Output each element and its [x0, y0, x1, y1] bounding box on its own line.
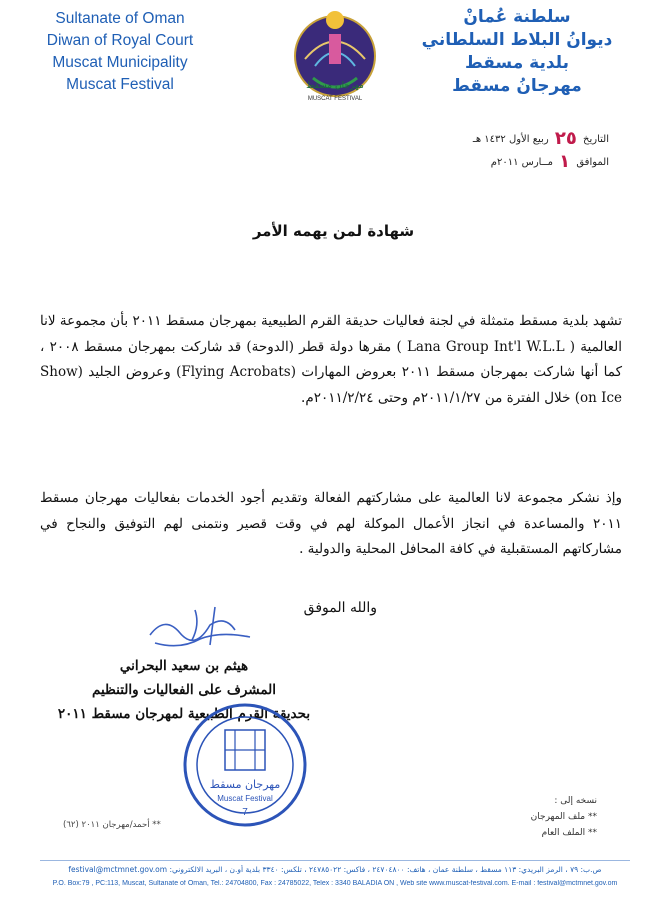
stamp-text-ar: مهرجان مسقط [209, 778, 281, 791]
official-stamp [180, 700, 310, 830]
en-line-2: Diwan of Royal Court [46, 32, 194, 49]
gregorian-day: ١ [559, 151, 571, 172]
document-title: شهادة لمن يهمه الأمر [252, 222, 415, 240]
logo-text-ar: مهرجان مسقط [306, 81, 364, 91]
logo-text-en: MUSCAT FESTIVAL [307, 96, 363, 102]
footer-divider [40, 860, 630, 861]
copy-item-2: ** الملف العام [541, 828, 597, 838]
ar-line-2: ديوانُ البلاط السلطاني [421, 30, 613, 50]
ar-line-1: سلطنة عُمانْ [463, 7, 571, 27]
stamp-number: 7 [242, 807, 248, 818]
stamp-text-en: Muscat Festival [217, 794, 273, 803]
hijri-date-line [349, 128, 609, 151]
footer-arabic: ص.ب: ٧٩ ، الرمز البريدي: ١١٣ مسقط ، سلطنة عمان ، هاتف: ٢٤٧٠٤٨٠٠ ، فاكس: ٢٤٧٨٥٠٢٢ ، تلكس: ٣٣٤٠ بلدية أو.ن ، البريد الالكتروني: festival@mctmnet.gov.om [68, 865, 602, 874]
ar-line-4: مهرجانُ مسقط [452, 76, 582, 96]
hijri-month: ربيع الأول ١٤٣٢ هـ [472, 134, 549, 145]
signatory-name: هيثم بن سعيد البحراني [119, 658, 249, 674]
letterhead-arabic [417, 6, 617, 98]
copies-to [531, 793, 597, 841]
en-line-1: Sultanate of Oman [55, 10, 185, 27]
gregorian-month: مــارس ٢٠١١م [490, 157, 553, 168]
hijri-day: ٢٥ [554, 128, 577, 149]
letterhead-english [40, 8, 200, 96]
copy-item-1: ** ملف المهرجان [530, 812, 597, 822]
body-paragraph-2: وإذ نشكر مجموعة لانا العالمية على مشاركتهم الفعالة وتقديم أجود الخدمات بفعاليات مهرجان مسقط ٢٠١١ والمساعدة في انجاز الأعمال الموكلة لهم في وقت قصير ونتمنى لهم التوفيق والنجاح في مشاركاتهم المستقبلية في كافة المحافل المحلية والدولية . [40, 490, 622, 557]
copies-label: نسخه إلى : [554, 796, 597, 806]
corresponding-label: الموافق [576, 157, 609, 168]
signatory-organization: بحديقة القرم الطبيعية لمهرجان مسقط ٢٠١١ [57, 706, 311, 722]
body-paragraph-1: تشهد بلدية مسقط متمثلة في لجنة فعاليات حديقة القرم الطبيعية بمهرجان مسقط ٢٠١١ بأن مجموعة لانا العالمية ( Lana Group Int'l W.L.L ) مقرها دولة قطر (الدوحة) قد شاركت بمهرجان مسقط ٢٠٠٨ ، كما أنها شاركت بمهرجان مسقط ٢٠١١ بعروض المهارات (Flying Acrobats) وعروض الجليد (Show on Ice) خلال الفترة من ٢٠١١/١/٢٧م وحتى ٢٠١١/٢/٢٤م. [40, 313, 623, 406]
en-line-4: Muscat Festival [66, 76, 174, 93]
en-line-3: Muscat Municipality [52, 54, 188, 71]
closing-phrase: والله الموفق [303, 600, 377, 616]
festival-logo [285, 4, 385, 106]
gregorian-date-line [349, 151, 609, 174]
ar-line-3: بلدية مسقط [464, 53, 570, 73]
reference-note: ** أحمد/مهرجان ٢٠١١ (٦٢) [63, 820, 161, 830]
date-label: التاريخ [583, 134, 609, 145]
date-block [349, 128, 609, 174]
signatory-position: المشرف على الفعاليات والتنظيم [91, 682, 277, 698]
footer-english: P.O. Box:79 , PC:113, Muscat, Sultanate of Oman, Tel.: 24704800, Fax : 24785022, Telex : 3340 BALADIA ON , Web site www.muscat-festival.com. E-mail : festival@mctmnet.gov.om [52, 880, 618, 887]
